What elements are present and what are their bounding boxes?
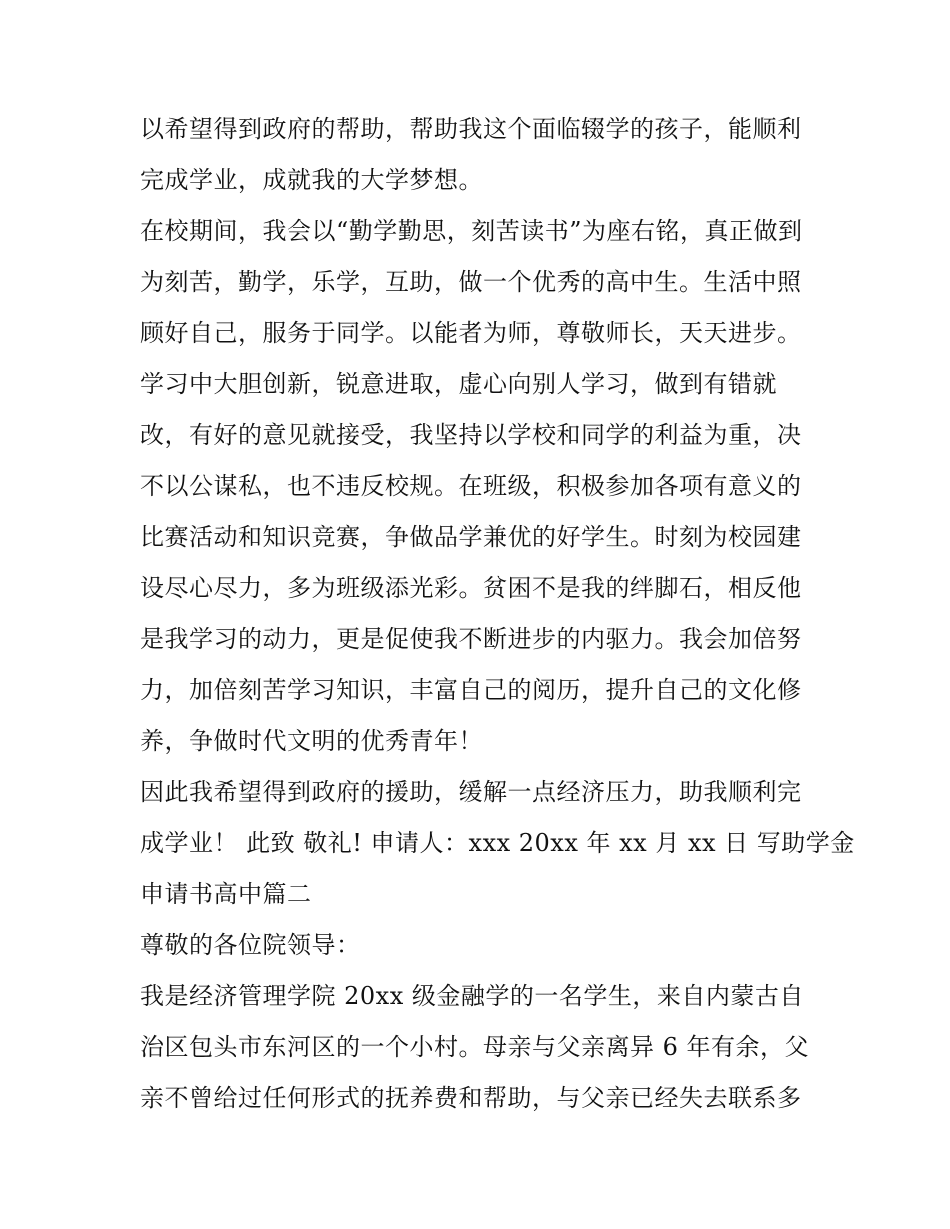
text-line: 亲不曾给过任何形式的抚养费和帮助，与父亲已经失去联系多 xyxy=(140,1084,802,1112)
text-line: 完成学业，成就我的大学梦想。 xyxy=(140,166,483,194)
text-line: 力，加倍刻苦学习知识，丰富自己的阅历，提升自己的文化修 xyxy=(140,676,802,704)
text-line: 治区包头市东河区的一个小村。母亲与父亲离异 6 年有余，父 xyxy=(140,1033,810,1061)
text-line: 不以公谋私，也不违反校规。在班级，积极参加各项有意义的 xyxy=(140,472,802,500)
section-title: 申请书高中篇二 xyxy=(140,880,312,908)
text-line: 是我学习的动力，更是促使我不断进步的内驱力。我会加倍努 xyxy=(140,625,802,653)
text-line: 养，争做时代文明的优秀青年！ xyxy=(140,727,483,755)
document-body xyxy=(140,104,855,1124)
text-line: 以希望得到政府的帮助，帮助我这个面临辍学的孩子，能顺利 xyxy=(140,115,802,143)
text-line: 比赛活动和知识竞赛，争做品学兼优的好学生。时刻为校园建 xyxy=(140,523,802,551)
text-line: 改，有好的意见就接受，我坚持以学校和同学的利益为重，决 xyxy=(140,421,802,449)
text-line: 成学业！ 此致 敬礼! 申请人：xxx 20xx 年 xx 月 xx 日 写助学金 xyxy=(140,829,855,857)
text-line: 设尽心尽力，多为班级添光彩。贫困不是我的绊脚石，相反他 xyxy=(140,574,802,602)
text-line: 在校期间，我会以“勤学勤思，刻苦读书”为座右铭，真正做到 xyxy=(140,217,803,245)
text-line: 我是经济管理学院 20xx 级金融学的一名学生，来自内蒙古自 xyxy=(140,982,804,1010)
text-line: 顾好自己，服务于同学。以能者为师，尊敬师长，天天进步。 xyxy=(140,319,802,347)
text-line: 为刻苦，勤学，乐学，互助，做一个优秀的高中生。生活中照 xyxy=(140,268,802,296)
salutation: 尊敬的各位院领导： xyxy=(140,931,361,959)
text-line: 学习中大胆创新，锐意进取，虚心向别人学习，做到有错就 xyxy=(140,370,777,398)
text-line: 因此我希望得到政府的援助，缓解一点经济压力，助我顺利完 xyxy=(140,778,802,806)
